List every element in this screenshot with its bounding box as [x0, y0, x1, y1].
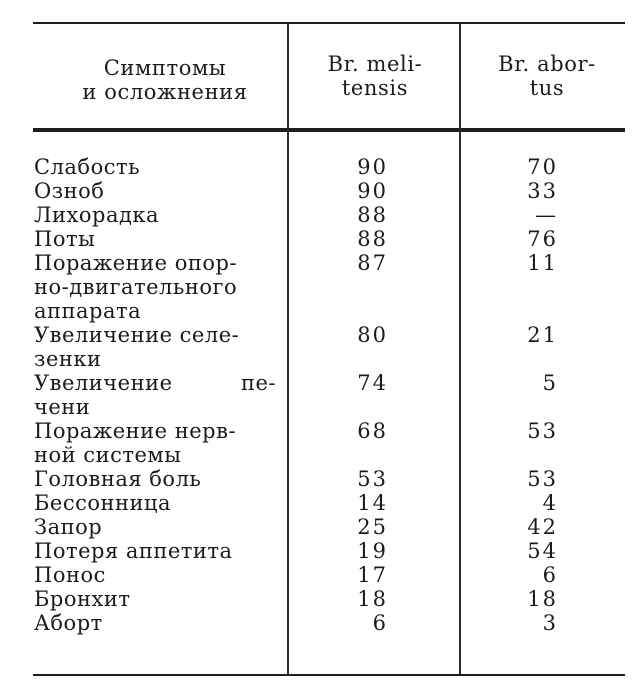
melitensis-value: 90: [357, 179, 388, 203]
table-row: [0, 419, 640, 467]
table-row: [0, 491, 640, 515]
symptom-line: Лихорадка: [34, 203, 160, 227]
symptom-cell: [34, 419, 276, 467]
melitensis-value: 17: [357, 563, 388, 587]
melitensis-value: 25: [357, 515, 388, 539]
abortus-value: 53: [527, 419, 558, 443]
symptom-cell: [34, 539, 276, 563]
header-abortus: [467, 52, 627, 100]
header-melitensis: [295, 52, 455, 100]
symptom-cell: [34, 563, 276, 587]
symptom-line: Озноб: [34, 179, 105, 203]
symptom-cell: [34, 467, 276, 491]
abortus-value: 76: [527, 227, 558, 251]
symptom-line: ной системы: [34, 443, 182, 467]
header-symptoms-line-1: Симптомы: [103, 56, 227, 80]
symptom-line: Потеря аппетита: [34, 539, 233, 563]
symptom-line: Поражение нерв-: [34, 419, 237, 443]
table-row: [0, 251, 640, 323]
symptom-line: Запор: [34, 515, 103, 539]
symptom-line: Бессонница: [34, 491, 172, 515]
symptom-line: Головная боль: [34, 467, 202, 491]
table-row: [0, 227, 640, 251]
abortus-value: 54: [527, 539, 558, 563]
melitensis-value: 6: [372, 611, 388, 635]
abortus-value: 3: [542, 611, 558, 635]
table-row: [0, 611, 640, 635]
symptom-cell: [34, 155, 276, 179]
abortus-value: —: [535, 203, 558, 227]
header-abortus-line-2: tus: [529, 76, 565, 100]
abortus-value: 42: [527, 515, 558, 539]
symptom-cell: [34, 323, 276, 371]
melitensis-value: 87: [357, 251, 388, 275]
symptom-line: Увеличение селе-: [34, 323, 240, 347]
symptom-line: чени: [34, 395, 91, 419]
abortus-value: 5: [542, 371, 558, 395]
symptom-line: Слабость: [34, 155, 141, 179]
table-top-rule: [33, 22, 625, 24]
melitensis-value: 18: [357, 587, 388, 611]
abortus-value: 6: [542, 563, 558, 587]
table-row: [0, 371, 640, 419]
symptom-cell: [34, 179, 276, 203]
abortus-value: 18: [527, 587, 558, 611]
melitensis-value: 80: [357, 323, 388, 347]
symptom-cell: [34, 587, 276, 611]
header-abortus-line-1: Br. abor-: [498, 52, 596, 76]
symptom-cell: [34, 251, 276, 323]
melitensis-value: 19: [357, 539, 388, 563]
table-header-rule: [33, 128, 625, 132]
melitensis-value: 88: [357, 203, 388, 227]
symptom-line: но-двигательного: [34, 275, 238, 299]
table-row: [0, 467, 640, 491]
symptom-cell: [34, 227, 276, 251]
abortus-value: 53: [527, 467, 558, 491]
table-bottom-rule: [33, 674, 625, 676]
table-row: [0, 155, 640, 179]
melitensis-value: 68: [357, 419, 388, 443]
symptom-line: аппарата: [34, 299, 142, 323]
table-row: [0, 323, 640, 371]
melitensis-value: 90: [357, 155, 388, 179]
abortus-value: 33: [527, 179, 558, 203]
table-row: [0, 587, 640, 611]
header-melitensis-line-2: tensis: [341, 76, 409, 100]
symptom-line: Бронхит: [34, 587, 131, 611]
table-row: [0, 563, 640, 587]
melitensis-value: 88: [357, 227, 388, 251]
abortus-value: 70: [527, 155, 558, 179]
table-body: [0, 155, 640, 635]
symptom-line: Поты: [34, 227, 96, 251]
symptom-cell: [34, 611, 276, 635]
melitensis-value: 74: [357, 371, 388, 395]
abortus-value: 4: [542, 491, 558, 515]
table-row: [0, 179, 640, 203]
abortus-value: 11: [527, 251, 558, 275]
table-row: [0, 203, 640, 227]
symptom-line: Увеличение пе-: [34, 371, 276, 395]
abortus-value: 21: [527, 323, 558, 347]
table-row: [0, 515, 640, 539]
table-row: [0, 539, 640, 563]
header-symptoms-line-2: и осложнения: [82, 80, 248, 104]
symptom-line: Понос: [34, 563, 106, 587]
header-symptoms: [60, 56, 270, 104]
symptom-line: Аборт: [34, 611, 103, 635]
header-melitensis-line-1: Br. meli-: [327, 52, 423, 76]
symptom-line: зенки: [34, 347, 102, 371]
symptom-cell: [34, 203, 276, 227]
melitensis-value: 14: [357, 491, 388, 515]
symptom-cell: [34, 491, 276, 515]
melitensis-value: 53: [357, 467, 388, 491]
symptom-line: Поражение опор-: [34, 251, 238, 275]
symptom-cell: [34, 515, 276, 539]
symptom-cell: [34, 371, 276, 419]
